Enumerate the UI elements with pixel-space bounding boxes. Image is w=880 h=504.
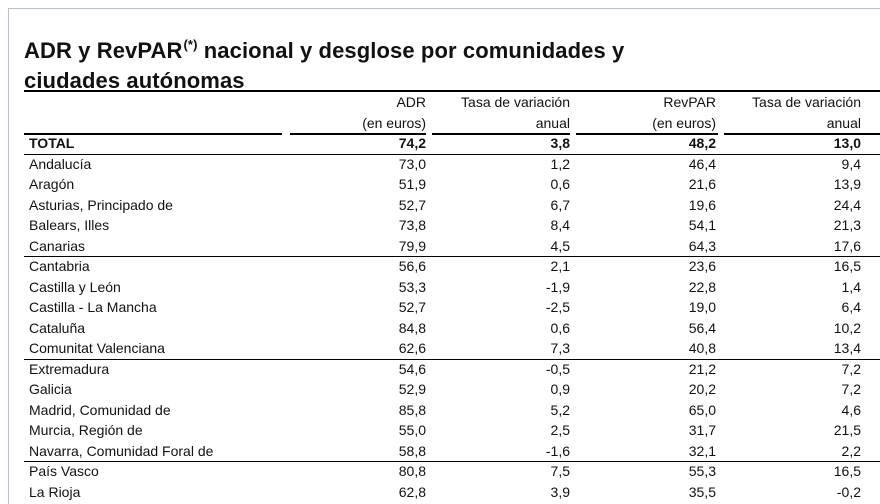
- cell-adr: 54,6: [398, 360, 426, 377]
- cell-adr: 62,8: [398, 483, 426, 500]
- cell-adr: 52,7: [398, 299, 426, 315]
- row-separator: [24, 154, 880, 155]
- cell-var-adr: 3,9: [550, 483, 570, 500]
- cell-region: País Vasco: [29, 463, 99, 479]
- cell-var-adr: 0,9: [550, 381, 570, 397]
- cell-revpar: 48,2: [688, 135, 716, 151]
- table-row: [0, 359, 880, 380]
- cell-region: Balears, Illes: [29, 217, 110, 233]
- table-row: [0, 256, 880, 277]
- cell-var-adr: 0,6: [550, 319, 570, 336]
- cell-region: Cantabria: [29, 258, 90, 274]
- header-adr-line2: (en euros): [362, 115, 426, 131]
- title-superscript: (*): [183, 37, 198, 52]
- cell-var-revpar: 10,2: [833, 319, 861, 336]
- cell-var-adr: 4,5: [550, 237, 570, 254]
- cell-adr: 84,8: [398, 319, 426, 336]
- cell-var-adr: -1,9: [545, 278, 570, 295]
- cell-region: Castilla - La Mancha: [29, 299, 157, 315]
- header-var-revpar-line1: Tasa de variación: [752, 94, 861, 110]
- cell-adr: 74,2: [398, 135, 426, 151]
- cell-var-revpar: 21,5: [833, 422, 861, 438]
- header-revpar-line2: (en euros): [652, 115, 716, 131]
- cell-var-adr: 1,2: [550, 155, 570, 172]
- table-row: [0, 420, 880, 441]
- title-line1-post: nacional y desglose por comunidades y: [197, 38, 625, 63]
- cell-adr: 79,9: [398, 237, 426, 254]
- cell-var-revpar: 13,9: [833, 176, 861, 192]
- cell-adr: 58,8: [398, 442, 426, 459]
- cell-var-revpar: 9,4: [841, 155, 861, 172]
- cell-revpar: 23,6: [688, 258, 716, 274]
- header-var-adr-line2: anual: [535, 115, 570, 131]
- cell-revpar: 35,5: [688, 483, 716, 500]
- cell-var-adr: 7,3: [550, 340, 570, 356]
- row-separator: [24, 359, 880, 360]
- cell-revpar: 54,1: [688, 217, 716, 233]
- cell-revpar: 64,3: [688, 237, 716, 254]
- cell-region: Asturias, Principado de: [29, 196, 173, 213]
- header-adr-line1: ADR: [396, 94, 426, 110]
- cell-revpar: 19,0: [688, 299, 716, 315]
- cell-adr: 80,8: [398, 463, 426, 479]
- cell-var-adr: 0,6: [550, 176, 570, 192]
- cell-var-adr: -2,5: [545, 299, 570, 315]
- table-row: [0, 379, 880, 400]
- cell-var-revpar: 17,6: [833, 237, 861, 254]
- total-row: [0, 133, 880, 154]
- cell-region: Madrid, Comunidad de: [29, 401, 171, 418]
- cell-region: Canarias: [29, 237, 86, 254]
- cell-revpar: 65,0: [688, 401, 716, 418]
- cell-revpar: 19,6: [688, 196, 716, 213]
- cell-adr: 53,3: [398, 278, 426, 295]
- table-row: [0, 482, 880, 503]
- table-row: [0, 400, 880, 421]
- cell-region: Cataluña: [29, 319, 86, 336]
- table-row: [0, 277, 880, 298]
- cell-adr: 52,9: [398, 381, 426, 397]
- table-title: [24, 30, 854, 96]
- cell-revpar: 40,8: [688, 340, 716, 356]
- cell-var-revpar: 6,4: [841, 299, 861, 315]
- cell-adr: 56,6: [398, 258, 426, 274]
- cell-var-adr: 8,4: [550, 217, 570, 233]
- header-var-adr: [432, 92, 570, 134]
- cell-region: La Rioja: [29, 483, 81, 500]
- header-revpar: [576, 92, 716, 134]
- cell-adr: 52,7: [398, 196, 426, 213]
- cell-var-revpar: 13,4: [833, 340, 861, 356]
- table-row: [0, 215, 880, 236]
- cell-var-revpar: 16,5: [833, 463, 861, 479]
- cell-revpar: 21,6: [688, 176, 716, 192]
- table-row: [0, 461, 880, 482]
- cell-region: Comunitat Valenciana: [29, 340, 165, 356]
- cell-var-revpar: 1,4: [841, 278, 861, 295]
- cell-var-revpar: 4,6: [841, 401, 861, 418]
- cell-region: Aragón: [29, 176, 75, 192]
- cell-var-adr: 7,5: [550, 463, 570, 479]
- cell-region: TOTAL: [29, 135, 75, 151]
- cell-var-revpar: 24,4: [833, 196, 861, 213]
- header-var-adr-line1: Tasa de variación: [461, 94, 570, 110]
- table-row: [0, 195, 880, 216]
- cell-region: Galicia: [29, 381, 72, 397]
- table-row: [0, 297, 880, 318]
- cell-adr: 62,6: [398, 340, 426, 356]
- cell-revpar: 20,2: [688, 381, 716, 397]
- header-var-revpar-line2: anual: [826, 115, 861, 131]
- row-separator: [24, 461, 880, 462]
- cell-var-adr: 6,7: [550, 196, 570, 213]
- cell-var-revpar: 21,3: [833, 217, 861, 233]
- table-row: [0, 154, 880, 175]
- cell-var-adr: 2,5: [550, 422, 570, 438]
- cell-region: Andalucía: [29, 155, 92, 172]
- cell-var-adr: 3,8: [550, 135, 570, 151]
- table-row: [0, 318, 880, 339]
- cell-region: Castilla y León: [29, 278, 121, 295]
- cell-revpar: 32,1: [688, 442, 716, 459]
- cell-revpar: 56,4: [688, 319, 716, 336]
- cell-var-revpar: 7,2: [841, 381, 861, 397]
- header-adr: [290, 92, 426, 134]
- table-row: [0, 236, 880, 257]
- table-row: [0, 174, 880, 195]
- cell-adr: 73,0: [398, 155, 426, 172]
- header-revpar-line1: RevPAR: [663, 94, 716, 110]
- cell-var-revpar: 13,0: [833, 135, 861, 151]
- cell-var-adr: -1,6: [545, 442, 570, 459]
- cell-var-revpar: -0,2: [836, 483, 861, 500]
- table-row: [0, 441, 880, 462]
- cell-region: Murcia, Región de: [29, 422, 143, 438]
- cell-revpar: 22,8: [688, 278, 716, 295]
- cell-revpar: 46,4: [688, 155, 716, 172]
- cell-var-revpar: 16,5: [833, 258, 861, 274]
- cell-adr: 73,8: [398, 217, 426, 233]
- table-row: [0, 338, 880, 359]
- cell-var-revpar: 7,2: [841, 360, 861, 377]
- cell-var-revpar: 2,2: [841, 442, 861, 459]
- cell-adr: 51,9: [398, 176, 426, 192]
- cell-adr: 55,0: [398, 422, 426, 438]
- cell-var-adr: 5,2: [550, 401, 570, 418]
- table-header: [0, 92, 880, 134]
- header-var-revpar: [724, 92, 861, 134]
- cell-adr: 85,8: [398, 401, 426, 418]
- cell-revpar: 21,2: [688, 360, 716, 377]
- cell-region: Navarra, Comunidad Foral de: [29, 442, 214, 459]
- title-line1-pre: ADR y RevPAR: [24, 38, 183, 63]
- cell-revpar: 55,3: [688, 463, 716, 479]
- cell-revpar: 31,7: [688, 422, 716, 438]
- cell-region: Extremadura: [29, 360, 110, 377]
- title-line2: ciudades autónomas: [24, 68, 245, 93]
- cell-var-adr: 2,1: [550, 258, 570, 274]
- cell-var-adr: -0,5: [545, 360, 570, 377]
- row-separator: [24, 256, 880, 257]
